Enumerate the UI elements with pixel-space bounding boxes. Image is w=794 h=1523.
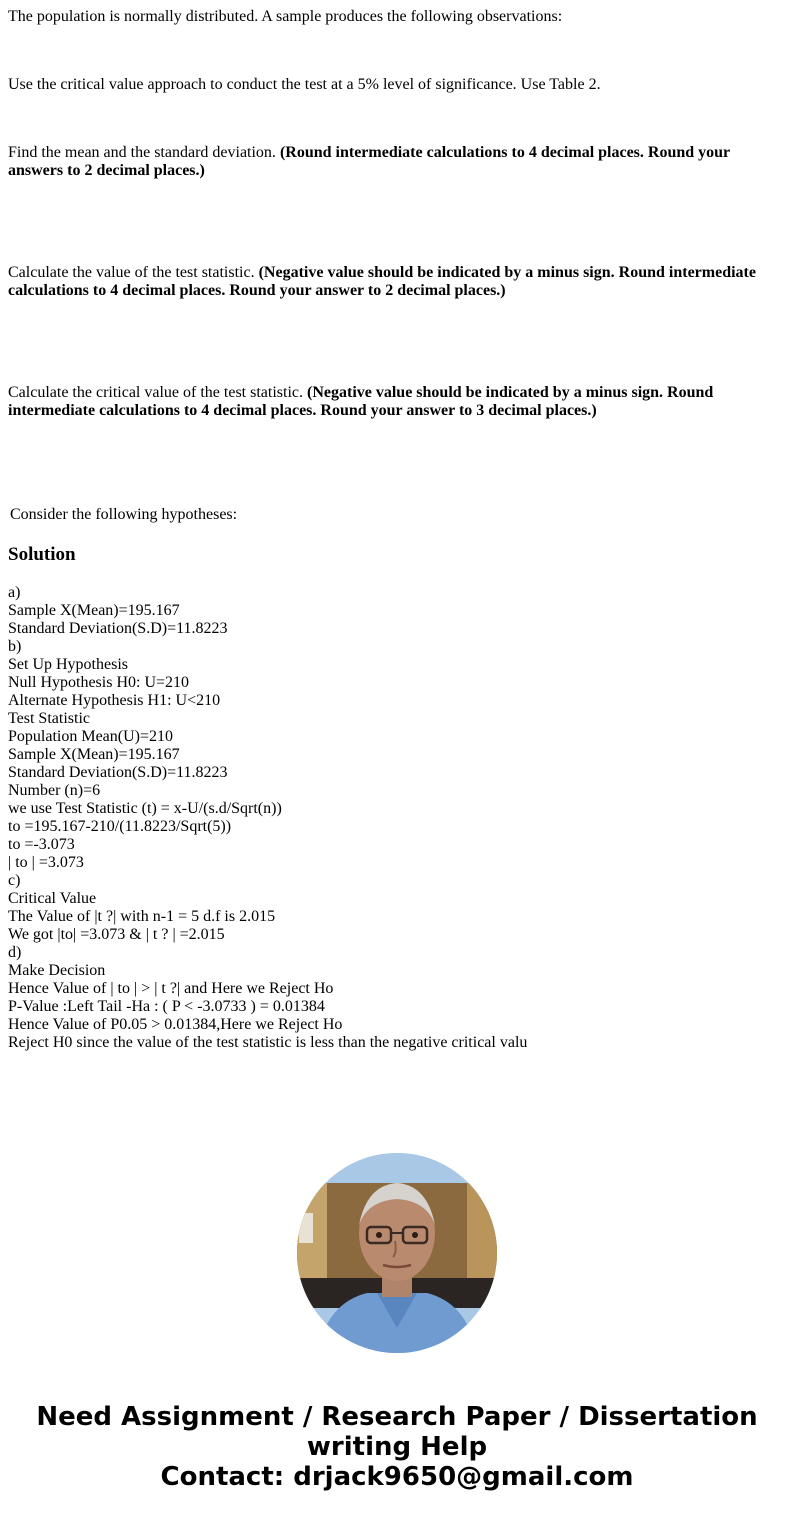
solution-line: b) (8, 638, 22, 655)
part-mean-text: Find the mean and the standard deviation. (8, 144, 280, 161)
part-crit-text: Calculate the critical value of the test statistic. (8, 384, 307, 401)
solution-line: d) (8, 944, 22, 961)
solution-line: We got |to| =3.073 & | t ? | =2.015 (8, 926, 225, 943)
question-intro: The population is normally distributed. A sample produces the following observations: (8, 8, 563, 25)
author-portrait-image (297, 1153, 497, 1353)
solution-line: Standard Deviation(S.D)=11.8223 (8, 620, 228, 637)
hypotheses-prompt: Consider the following hypotheses: (10, 506, 238, 523)
solution-line: Critical Value (8, 890, 97, 907)
solution-line: Population Mean(U)=210 (8, 728, 173, 745)
solution-body (8, 584, 527, 1052)
question-instruction: Use the critical value approach to conduct the test at a 5% level of significance. Use Table 2. (8, 76, 601, 93)
solution-line: a) (8, 584, 21, 601)
solution-line: Make Decision (8, 962, 106, 979)
solution-line: Set Up Hypothesis (8, 656, 128, 673)
solution-line: to =195.167-210/(11.8223/Sqrt(5)) (8, 818, 232, 835)
solution-line: Standard Deviation(S.D)=11.8223 (8, 764, 228, 781)
solution-line: The Value of |t ?| with n-1 = 5 d.f is 2.015 (8, 908, 276, 925)
solution-line: P-Value :Left Tail -Ha : ( P < -3.0733 ) = 0.01384 (8, 998, 325, 1015)
solution-line: Test Statistic (8, 710, 90, 727)
part-crit-note: (Negative value should be indicated by a minus sign. Round intermediate calculations to 4 decimal places. Round your answer to 3 decimal places.) (8, 384, 714, 419)
solution-line: Hence Value of | to | > | t ?| and Here we Reject Ho (8, 980, 334, 997)
solution-line: to =-3.073 (8, 836, 75, 853)
author-avatar (297, 1153, 497, 1353)
part-stat-text: Calculate the value of the test statistic. (8, 264, 259, 281)
solution-line: Reject H0 since the value of the test statistic is less than the negative critical valu (8, 1034, 528, 1051)
part-mean-note: (Round intermediate calculations to 4 decimal places. Round your answers to 2 decimal places.) (8, 144, 730, 179)
solution-line: Null Hypothesis H0: U=210 (8, 674, 190, 691)
solution-heading: Solution (8, 544, 76, 565)
part-stat-note: (Negative value should be indicated by a minus sign. Round intermediate calculations to 4 decimal places. Round your answer to 2 decimal places.) (8, 264, 756, 299)
solution-line: c) (8, 872, 21, 889)
solution-line: Number (n)=6 (8, 782, 101, 799)
solution-line: we use Test Statistic (t) = x-U/(s.d/Sqrt(n)) (8, 800, 282, 817)
promo-banner (0, 1402, 794, 1492)
promo-line-1: Need Assignment / Research Paper / Dissertation (36, 1402, 758, 1432)
solution-line: Sample X(Mean)=195.167 (8, 602, 180, 619)
promo-line-2: writing Help (306, 1432, 488, 1462)
part-stat-prompt (8, 264, 778, 300)
part-mean-prompt (8, 144, 778, 180)
solution-line: Hence Value of P0.05 > 0.01384,Here we Reject Ho (8, 1016, 343, 1033)
solution-line: Sample X(Mean)=195.167 (8, 746, 180, 763)
promo-contact: Contact: drjack9650@gmail.com (160, 1462, 634, 1492)
solution-line: | to | =3.073 (8, 854, 84, 871)
solution-line: Alternate Hypothesis H1: U<210 (8, 692, 221, 709)
part-crit-prompt (8, 384, 778, 420)
